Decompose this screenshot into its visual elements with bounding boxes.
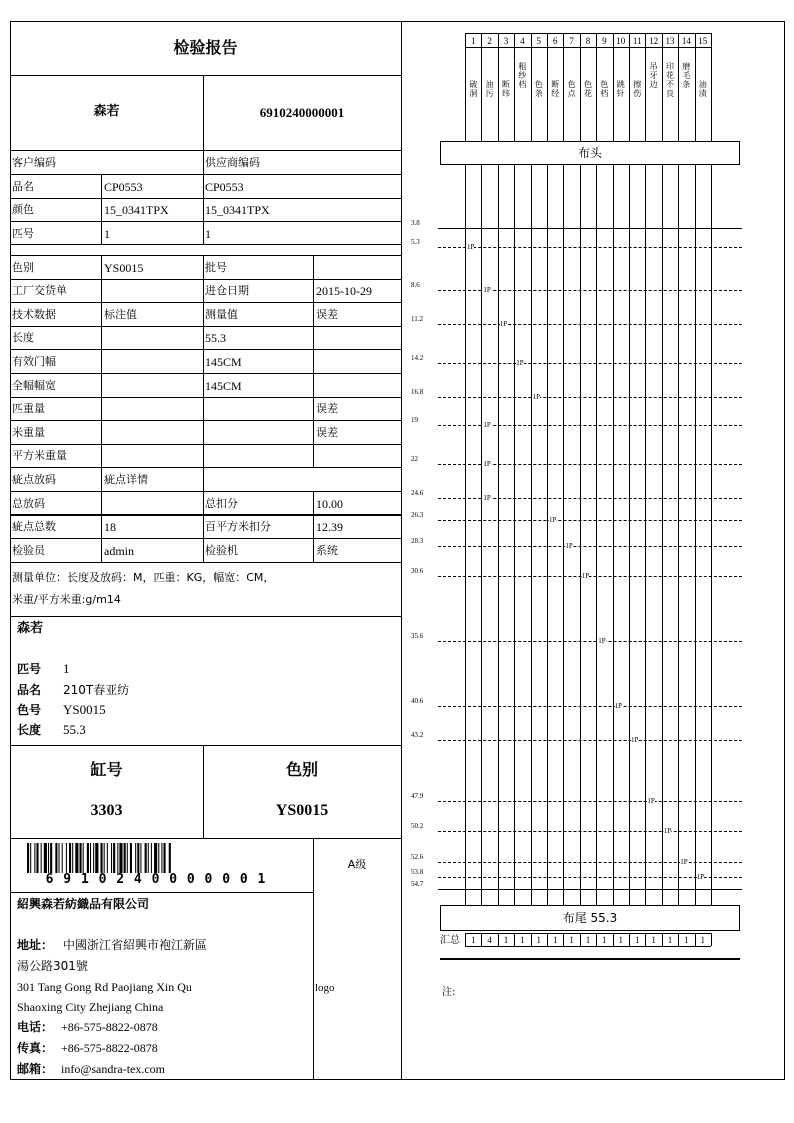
column-number: 12: [649, 36, 659, 46]
column-name: 油 渍: [698, 80, 707, 98]
row-position: 24.6: [411, 489, 424, 497]
product-name-b: CP0553: [205, 180, 244, 194]
sum-cell: 1: [602, 935, 607, 945]
column-divider-top: [695, 33, 696, 141]
defect-mark: 1P: [598, 637, 606, 645]
column-divider: [498, 165, 499, 905]
column-divider: [613, 165, 614, 905]
column-name: 擦 伤: [633, 80, 642, 98]
column-divider-top: [645, 33, 646, 141]
defect-mark: 1P: [631, 736, 639, 744]
grade: A级: [347, 858, 367, 871]
defect-mark: 1P: [516, 359, 524, 367]
column-number: 1: [470, 36, 476, 46]
sum-cell: 4: [487, 935, 492, 945]
sum-bottom-line: [465, 946, 711, 947]
column-divider: [465, 165, 466, 905]
column-divider: [547, 165, 548, 905]
length-value: 55.3: [205, 331, 226, 345]
column-divider-top: [465, 33, 466, 141]
measure-label: 测量值: [205, 308, 238, 321]
row-position: 14.2: [411, 354, 424, 362]
column-divider: [695, 165, 696, 905]
column-divider: [531, 165, 532, 905]
warehouse-date-label: 进仓日期: [205, 284, 249, 297]
panel-divider: [401, 21, 402, 1080]
length-label: 长度: [12, 331, 34, 344]
company-short-name: 森若: [93, 104, 120, 119]
column-divider: [580, 165, 581, 905]
row-line: [438, 247, 742, 248]
batch-label: 批号: [205, 261, 227, 274]
customer-code-label: 客户编码: [12, 156, 56, 169]
column-divider-top: [580, 33, 581, 141]
tel-label: 电话：: [17, 1020, 54, 1034]
column-divider-top: [678, 33, 679, 141]
column-number: 5: [536, 36, 542, 46]
row-line: [438, 740, 742, 741]
mail-value: info@sandra-tex.com: [61, 1062, 166, 1076]
column-number: 3: [503, 36, 509, 46]
vat-value: 3303: [90, 802, 123, 819]
addr-cn-1: 中國浙江省紹興市袍江新區: [63, 938, 208, 952]
unit-note-1: 测量单位：长度及放码：M，匹重：KG，幅宽：CM，: [12, 571, 275, 584]
addr-label: 地址：: [17, 938, 54, 952]
row-position: 53.8: [411, 868, 424, 876]
report-title: 检验报告: [173, 38, 238, 57]
column-name: 印 花 不 良: [666, 62, 674, 98]
defect-count-label: 疵点总数: [12, 520, 56, 533]
row-line: [438, 576, 742, 577]
row-line: [438, 397, 742, 398]
addr-en-2: Shaoxing City Zhejiang China: [17, 1000, 164, 1014]
defect-mark: 1P: [483, 460, 491, 468]
column-name: 色 花: [584, 80, 592, 98]
row-position: 5.3: [411, 238, 420, 246]
supplier-code-label: 供应商编码: [205, 156, 260, 169]
column-divider-top: [547, 33, 548, 141]
sqm-weight-label: 平方米重量: [12, 449, 67, 462]
std-label: 标注值: [104, 308, 137, 321]
fax-label: 传真：: [17, 1041, 54, 1055]
column-number: 9: [602, 36, 607, 46]
inspector-label: 检验员: [12, 544, 45, 557]
label-length-label: 长度: [17, 723, 42, 737]
column-name: 断 经: [551, 80, 560, 98]
row-position: 3.8: [411, 219, 420, 227]
row-boundary-line: [438, 889, 742, 890]
sum-cell: 1: [667, 935, 673, 945]
column-name: 色 点: [567, 80, 576, 98]
defect-count-value: 18: [104, 520, 116, 534]
label-name-value: 210T春亚纺: [63, 683, 130, 697]
column-number: 7: [569, 36, 574, 46]
color-type-value: YS0015: [104, 261, 144, 275]
column-divider: [629, 165, 630, 905]
row-position: 11.2: [411, 315, 423, 323]
column-divider: [711, 165, 712, 905]
per100-value: 12.39: [316, 520, 343, 534]
vat-label: 缸号: [90, 760, 123, 779]
column-number: 15: [698, 36, 708, 46]
column-divider-top: [481, 33, 482, 141]
defect-mark: 1P: [483, 494, 491, 502]
defect-mark: 1P: [483, 421, 491, 429]
mail-label: 邮箱：: [17, 1062, 54, 1076]
column-number: 13: [665, 36, 675, 46]
product-name-a: CP0553: [104, 180, 143, 194]
column-divider-top: [629, 33, 630, 141]
label-color-label: 色号: [17, 703, 42, 717]
logo-placeholder: logo: [315, 982, 335, 994]
color-label: 颜色: [12, 203, 34, 216]
sum-cell: 1: [503, 935, 509, 945]
piece-label: 匹号: [12, 227, 34, 240]
defect-mark: 1P: [663, 827, 672, 835]
barcode-image: [27, 843, 285, 873]
row-position: 28.3: [411, 537, 424, 545]
row-line: [438, 363, 742, 364]
defect-mark: 1P: [581, 572, 590, 580]
defect-mark: 1P: [680, 858, 688, 866]
column-divider: [563, 165, 564, 905]
defect-mark: 1P: [483, 286, 491, 294]
row-position: 35.6: [411, 632, 424, 640]
column-name: 磨 毛 条: [682, 62, 691, 89]
inspector-value: admin: [104, 544, 134, 558]
row-position: 50.2: [411, 822, 424, 830]
defect-detail-label: 疵点详情: [104, 473, 148, 486]
eff-width-label: 有效门幅: [12, 355, 56, 368]
full-width-label: 全幅幅宽: [12, 379, 56, 392]
sum-divider: [711, 933, 712, 946]
column-divider-top: [498, 33, 499, 141]
piece-b: 1: [205, 227, 211, 241]
row-position: 54.7: [411, 880, 424, 888]
defect-mark: 1P: [647, 797, 655, 805]
column-divider: [645, 165, 646, 905]
column-divider-top: [596, 33, 597, 141]
addr-en-1: 301 Tang Gong Rd Paojiang Xin Qu: [17, 980, 192, 994]
row-position: 16.8: [411, 388, 424, 396]
defect-mark: 1P: [499, 320, 508, 328]
piece-weight-err: 误差: [316, 402, 338, 415]
column-name: 跳 针: [616, 80, 625, 98]
meter-weight-label: 米重量: [12, 426, 45, 439]
color-type-label: 色别: [12, 261, 34, 274]
unit-note-2: 米重/平方米重:g/m14: [12, 593, 121, 606]
row-line: [438, 641, 742, 642]
factory-delivery-label: 工厂交货单: [12, 284, 67, 297]
per100-label: 百平方米扣分: [205, 520, 271, 533]
column-name: 色 档: [600, 80, 609, 98]
full-width-value: 145CM: [205, 379, 242, 393]
column-divider: [596, 165, 597, 905]
colortype-label: 色别: [285, 760, 318, 779]
row-position: 47.9: [411, 792, 424, 800]
cloth-head-label: 布头: [577, 146, 602, 160]
label-piece-label: 匹号: [17, 662, 42, 676]
column-number: 2: [487, 36, 492, 46]
report-code: 6910240000001: [259, 105, 345, 120]
product-name-label: 品名: [12, 180, 34, 193]
row-position: 8.6: [411, 281, 420, 289]
label-brand: 森若: [17, 621, 44, 636]
row-line: [438, 520, 742, 521]
defect-mark: 1P: [467, 243, 475, 251]
label-piece-value: 1: [63, 661, 70, 676]
sum-cell: 1: [520, 935, 525, 945]
meter-weight-err: 误差: [316, 426, 338, 439]
column-name: 断 纬: [502, 80, 510, 98]
row-position: 40.6: [411, 697, 424, 705]
column-number: 8: [585, 36, 591, 46]
row-line: [438, 706, 742, 707]
total-code-label: 总放码: [12, 497, 45, 510]
column-divider-top: [711, 33, 712, 141]
column-number: 6: [552, 36, 558, 46]
cloth-tail-label: 布尾 55.3: [562, 911, 618, 925]
sum-cell: 1: [585, 935, 591, 945]
column-divider-top: [514, 33, 515, 141]
color-a: 15_0341TPX: [104, 203, 169, 217]
sum-cell: 1: [651, 935, 656, 945]
total-deduct-value: 10.00: [316, 497, 343, 511]
column-name: 粗 纱 档: [518, 62, 527, 89]
sum-cell: 1: [700, 935, 706, 945]
row-position: 19: [411, 416, 418, 424]
defect-mark: 1P: [614, 702, 622, 710]
column-number: 11: [632, 36, 642, 46]
column-name: 破 洞: [469, 80, 478, 98]
column-divider: [662, 165, 663, 905]
defect-code-label: 疵点放码: [12, 473, 56, 486]
row-boundary-line: [438, 228, 742, 229]
column-name: 油 污: [485, 80, 494, 98]
column-number: 14: [681, 36, 691, 46]
total-deduct-label: 总扣分: [205, 497, 238, 510]
sum-cell: 1: [634, 935, 640, 945]
label-length-value: 55.3: [63, 722, 86, 737]
defect-mark: 1P: [696, 873, 704, 881]
header-number-line: [465, 47, 711, 48]
row-line: [438, 862, 742, 863]
row-position: 30.6: [411, 567, 424, 575]
column-divider: [514, 165, 515, 905]
column-name: 吊 牙 边: [649, 62, 658, 89]
row-position: 52.6: [411, 853, 424, 861]
row-line: [438, 546, 742, 547]
company-name: 紹興森若紡織品有限公司: [17, 897, 150, 911]
column-divider: [481, 165, 482, 905]
row-position: 26.3: [411, 511, 424, 519]
note-label: 注:: [442, 987, 456, 998]
addr-cn-2: 湯公路301號: [17, 959, 88, 973]
machine-label: 检验机: [205, 544, 238, 557]
column-divider: [678, 165, 679, 905]
sum-cell: 1: [618, 935, 624, 945]
defect-mark: 1P: [532, 393, 540, 401]
header-top-line: [465, 33, 711, 34]
error-label: 误差: [316, 308, 338, 321]
colortype-value: YS0015: [275, 802, 329, 819]
tech-data-label: 技术数据: [12, 308, 56, 321]
column-number: 10: [616, 36, 626, 46]
column-name: 色 条: [534, 80, 543, 98]
column-divider-top: [662, 33, 663, 141]
label-color-value: YS0015: [63, 702, 106, 717]
row-position: 22: [411, 455, 418, 463]
piece-a: 1: [104, 227, 110, 241]
sum-cell: 1: [569, 935, 574, 945]
row-position: 43.2: [411, 731, 424, 739]
column-number: 4: [520, 36, 525, 46]
color-b: 15_0341TPX: [205, 203, 270, 217]
label-name-label: 品名: [17, 683, 42, 697]
column-divider-top: [531, 33, 532, 141]
row-line: [438, 324, 742, 325]
column-divider-top: [563, 33, 564, 141]
barcode-text: 6 9 1 0 2 4 0 0 0 0 0 0 1: [45, 872, 267, 887]
piece-weight-label: 匹重量: [12, 402, 45, 415]
fax-value: +86-575-8822-0878: [61, 1041, 158, 1055]
tel-value: +86-575-8822-0878: [61, 1020, 158, 1034]
eff-width-value: 145CM: [205, 355, 242, 369]
sum-cell: 1: [470, 935, 476, 945]
warehouse-date: 2015-10-29: [316, 284, 372, 298]
defect-mark: 1P: [549, 516, 557, 524]
sum-cell: 1: [684, 935, 689, 945]
machine-value: 系统: [316, 544, 338, 557]
defect-mark: 1P: [565, 542, 573, 550]
sum-cell: 1: [552, 935, 558, 945]
row-line: [438, 831, 742, 832]
sum-label: 汇总: [440, 935, 460, 946]
sum-cell: 1: [536, 935, 542, 945]
column-divider-top: [613, 33, 614, 141]
row-line: [438, 801, 742, 802]
